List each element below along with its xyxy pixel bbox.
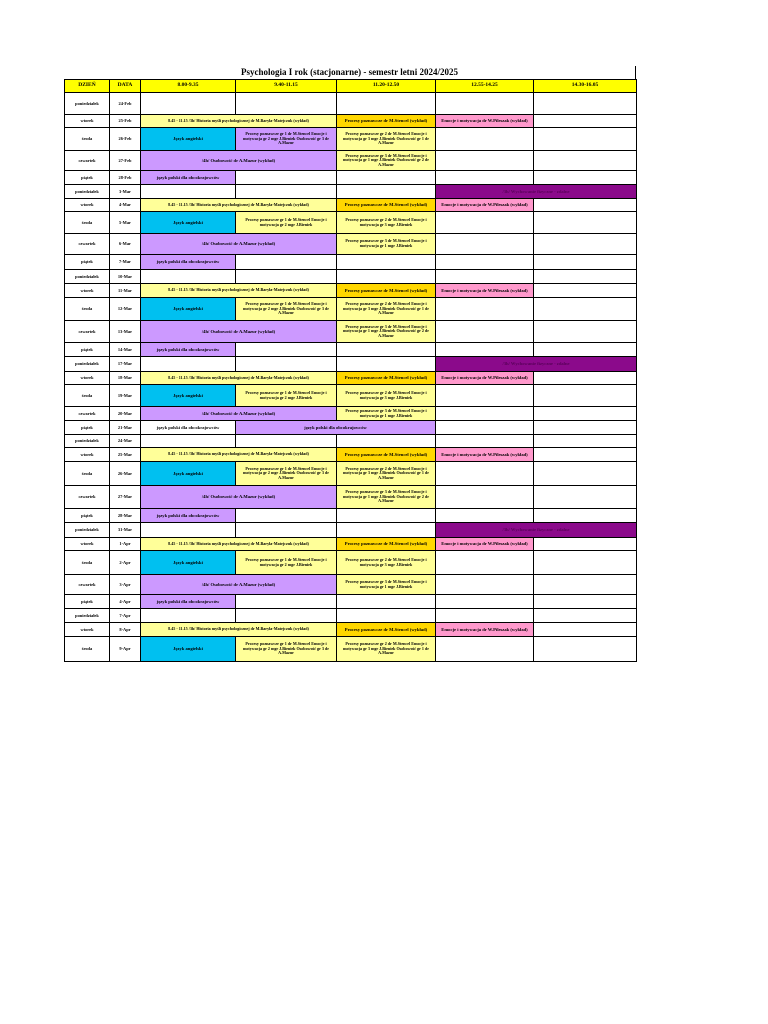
- date-cell: 4-Mar: [110, 199, 141, 212]
- table-row: [65, 284, 637, 298]
- class-cell: Emocje i motywacja dr W.Pileszak (wykład): [436, 623, 534, 637]
- class-cell: [534, 234, 637, 255]
- table-row: [65, 171, 637, 185]
- class-cell: [236, 609, 337, 623]
- class-cell: Procesy poznawcze dr M.Stencel (wykład): [337, 372, 436, 385]
- class-cell: Emocje i motywacja dr W.Pileszak (wykład): [436, 372, 534, 385]
- date-cell: 12-Mar: [110, 298, 141, 321]
- class-cell: [436, 128, 534, 151]
- table-row: [65, 357, 637, 372]
- class-cell: Emocje i motywacja dr W.Pileszak (wykład): [436, 448, 534, 462]
- day-cell: czwartek: [65, 234, 110, 255]
- class-cell: Procesy poznawcze gr 2 dr M.Stencel Emocje i motywacja gr 3 mgr J.Bieniek: [337, 212, 436, 234]
- date-cell: 25-Feb: [110, 115, 141, 128]
- day-cell: piątek: [65, 255, 110, 270]
- class-cell: [436, 575, 534, 595]
- class-cell: Język angielski: [141, 385, 236, 407]
- day-cell: wtorek: [65, 372, 110, 385]
- date-cell: 3-Mar: [110, 185, 141, 199]
- class-cell: [141, 435, 236, 448]
- class-cell: [141, 93, 236, 115]
- class-cell: Emocje i motywacja dr W.Pileszak (wykład): [436, 284, 534, 298]
- class-cell: Procesy poznawcze dr M.Stencel (wykład): [337, 448, 436, 462]
- table-row: [65, 435, 637, 448]
- class-cell: [534, 151, 637, 171]
- header-slot-3: 11.20-12.50: [337, 80, 436, 93]
- class-cell: [436, 509, 534, 523]
- class-cell: Procesy poznawcze gr 3 dr M.Stencel Emocje i motywacja gr 1 mgr J.Bieniek: [337, 234, 436, 255]
- class-cell: [337, 609, 436, 623]
- class-cell: [436, 637, 534, 662]
- date-cell: 4-Apr: [110, 595, 141, 609]
- class-cell: /3h/ Wychowanie fizyczne - zdalne: [436, 357, 637, 372]
- class-cell: Procesy poznawcze gr 3 dr M.Stencel Emocje i motywacja gr 1 mgr J.Bieniek Osobowość gr 2 dr A.Mazur: [337, 151, 436, 171]
- class-cell: [436, 298, 534, 321]
- table-row: [65, 212, 637, 234]
- class-cell: [436, 151, 534, 171]
- class-cell: Procesy poznawcze gr 1 dr M.Stencel Emocje i motywacja gr 2 mgr J.Bieniek Osobowość gr 3 dr A.Mazur: [236, 637, 337, 662]
- table-row: [65, 185, 637, 199]
- class-cell: Procesy poznawcze gr 2 dr M.Stencel Emocje i motywacja gr 3 mgr J.Bieniek Osobowość gr 1 dr A.Mazur: [337, 128, 436, 151]
- class-cell: [337, 595, 436, 609]
- table-row: [65, 462, 637, 486]
- date-cell: 27-Feb: [110, 151, 141, 171]
- table-row: [65, 595, 637, 609]
- table-row: [65, 151, 637, 171]
- class-cell: [534, 595, 637, 609]
- day-cell: poniedziałek: [65, 357, 110, 372]
- day-cell: wtorek: [65, 623, 110, 637]
- day-cell: piątek: [65, 171, 110, 185]
- class-cell: [337, 357, 436, 372]
- class-cell: [534, 93, 637, 115]
- class-cell: [436, 255, 534, 270]
- table-row: [65, 199, 637, 212]
- date-cell: 26-Feb: [110, 128, 141, 151]
- class-cell: Procesy poznawcze gr 1 dr M.Stencel Emocje i motywacja gr 2 mgr J.Bieniek: [236, 551, 337, 575]
- table-row: [65, 385, 637, 407]
- class-cell: [236, 185, 337, 199]
- class-cell: [534, 270, 637, 284]
- table-row: [65, 609, 637, 623]
- class-cell: [141, 185, 236, 199]
- class-cell: [337, 343, 436, 357]
- day-cell: czwartek: [65, 486, 110, 509]
- header-slot-5: 14.30-16.05: [534, 80, 637, 93]
- class-cell: język polski dla obcokrajowców: [141, 171, 236, 185]
- table-row: [65, 538, 637, 551]
- date-cell: 3-Apr: [110, 575, 141, 595]
- class-cell: [337, 270, 436, 284]
- schedule-table: [64, 79, 637, 662]
- class-cell: [236, 357, 337, 372]
- date-cell: 8-Apr: [110, 623, 141, 637]
- table-row: [65, 270, 637, 284]
- class-cell: Procesy poznawcze dr M.Stencel (wykład): [337, 538, 436, 551]
- class-cell: Procesy poznawcze gr 3 dr M.Stencel Emocje i motywacja gr 1 mgr J.Bieniek: [337, 407, 436, 421]
- date-cell: 31-Mar: [110, 523, 141, 538]
- day-cell: wtorek: [65, 115, 110, 128]
- day-cell: czwartek: [65, 151, 110, 171]
- class-cell: [534, 538, 637, 551]
- class-cell: Procesy poznawcze dr M.Stencel (wykład): [337, 199, 436, 212]
- class-cell: Procesy poznawcze gr 1 dr M.Stencel Emocje i motywacja gr 2 mgr J.Bieniek Osobowość gr 3 dr A.Mazur: [236, 298, 337, 321]
- class-cell: [337, 435, 436, 448]
- timetable-sheet: [64, 66, 636, 662]
- class-cell: [236, 509, 337, 523]
- day-cell: poniedziałek: [65, 93, 110, 115]
- class-cell: język polski dla obcokrajowców: [236, 421, 436, 435]
- class-cell: Język angielski: [141, 462, 236, 486]
- day-cell: poniedziałek: [65, 435, 110, 448]
- class-cell: [436, 486, 534, 509]
- day-cell: poniedziałek: [65, 270, 110, 284]
- header-slot-2: 9.40-11.15: [236, 80, 337, 93]
- date-cell: 13-Mar: [110, 321, 141, 343]
- table-row: [65, 509, 637, 523]
- class-cell: [337, 185, 436, 199]
- class-cell: [436, 435, 534, 448]
- class-cell: 8.45 - 11.15 /3h/ Historia myśli psychologicznej dr M.Baryła-Matejczuk (wykład): [141, 623, 337, 637]
- class-cell: [534, 448, 637, 462]
- class-cell: 8.45 - 11.15 /3h/ Historia myśli psychologicznej dr M.Baryła-Matejczuk (wykład): [141, 199, 337, 212]
- day-cell: piątek: [65, 421, 110, 435]
- class-cell: Procesy poznawcze gr 2 dr M.Stencel Emocje i motywacja gr 3 mgr J.Bieniek Osobowość gr 1 dr A.Mazur: [337, 462, 436, 486]
- class-cell: Procesy poznawcze gr 2 dr M.Stencel Emocje i motywacja gr 3 mgr J.Bieniek: [337, 551, 436, 575]
- class-cell: [141, 609, 236, 623]
- day-cell: środa: [65, 385, 110, 407]
- class-cell: [534, 407, 637, 421]
- class-cell: [534, 462, 637, 486]
- class-cell: Procesy poznawcze gr 2 dr M.Stencel Emocje i motywacja gr 3 mgr J.Bieniek Osobowość gr 1 dr A.Mazur: [337, 637, 436, 662]
- table-row: [65, 486, 637, 509]
- table-row: [65, 407, 637, 421]
- class-cell: Język angielski: [141, 551, 236, 575]
- day-cell: poniedziałek: [65, 609, 110, 623]
- class-cell: Język angielski: [141, 128, 236, 151]
- table-row: [65, 623, 637, 637]
- class-cell: [141, 523, 236, 538]
- class-cell: [236, 435, 337, 448]
- class-cell: [436, 385, 534, 407]
- class-cell: [534, 623, 637, 637]
- class-cell: [534, 212, 637, 234]
- header-slot-1: 8.00-9.35: [141, 80, 236, 93]
- table-row: [65, 551, 637, 575]
- class-cell: [236, 255, 337, 270]
- class-cell: Procesy poznawcze gr 1 dr M.Stencel Emocje i motywacja gr 2 mgr J.Bieniek Osobowość gr 3 dr A.Mazur: [236, 462, 337, 486]
- day-cell: poniedziałek: [65, 185, 110, 199]
- date-cell: 7-Mar: [110, 255, 141, 270]
- table-row: [65, 637, 637, 662]
- day-cell: środa: [65, 551, 110, 575]
- day-cell: środa: [65, 298, 110, 321]
- class-cell: [534, 385, 637, 407]
- header-slot-4: 12.55-14.25: [436, 80, 534, 93]
- class-cell: [141, 270, 236, 284]
- date-cell: 26-Mar: [110, 462, 141, 486]
- table-row: [65, 523, 637, 538]
- class-cell: [534, 298, 637, 321]
- class-cell: Procesy poznawcze gr 1 dr M.Stencel Emocje i motywacja gr 2 mgr J.Bieniek: [236, 212, 337, 234]
- class-cell: [534, 421, 637, 435]
- class-cell: 8.45 - 11.15 /3h/ Historia myśli psychologicznej dr M.Baryła-Matejczuk (wykład): [141, 448, 337, 462]
- class-cell: [436, 421, 534, 435]
- class-cell: Procesy poznawcze dr M.Stencel (wykład): [337, 115, 436, 128]
- header-date: DATA: [110, 80, 141, 93]
- table-row: [65, 448, 637, 462]
- page-title: Psychologia I rok (stacjonarne) - semestr letni 2024/2025: [64, 66, 636, 79]
- class-cell: język polski dla obcokrajowców: [141, 343, 236, 357]
- class-cell: Procesy poznawcze gr 1 dr M.Stencel Emocje i motywacja gr 2 mgr J.Bieniek: [236, 385, 337, 407]
- class-cell: [436, 93, 534, 115]
- class-cell: Procesy poznawcze gr 3 dr M.Stencel Emocje i motywacja gr 1 mgr J.Bieniek: [337, 575, 436, 595]
- table-row: [65, 115, 637, 128]
- class-cell: [436, 270, 534, 284]
- class-cell: Język angielski: [141, 212, 236, 234]
- date-cell: 27-Mar: [110, 486, 141, 509]
- class-cell: [236, 523, 337, 538]
- class-cell: [337, 523, 436, 538]
- class-cell: /4h/ Osobowość dr A.Mazur (wykład): [141, 234, 337, 255]
- class-cell: [534, 609, 637, 623]
- class-cell: [436, 321, 534, 343]
- class-cell: Język angielski: [141, 298, 236, 321]
- class-cell: [236, 595, 337, 609]
- day-cell: wtorek: [65, 199, 110, 212]
- date-cell: 18-Mar: [110, 372, 141, 385]
- class-cell: /4h/ Osobowość dr A.Mazur (wykład): [141, 575, 337, 595]
- class-cell: język polski dla obcokrajowców: [141, 421, 236, 435]
- class-cell: /4h/ Osobowość dr A.Mazur (wykład): [141, 321, 337, 343]
- day-cell: wtorek: [65, 538, 110, 551]
- class-cell: [236, 93, 337, 115]
- table-row: [65, 575, 637, 595]
- class-cell: [436, 343, 534, 357]
- table-row: [65, 321, 637, 343]
- class-cell: [436, 234, 534, 255]
- table-row: [65, 421, 637, 435]
- date-cell: 11-Mar: [110, 284, 141, 298]
- class-cell: /3h/ Wychowanie fizyczne - zdalne: [436, 185, 637, 199]
- class-cell: [534, 128, 637, 151]
- table-row: [65, 234, 637, 255]
- date-cell: 19-Mar: [110, 385, 141, 407]
- class-cell: Procesy poznawcze gr 2 dr M.Stencel Emocje i motywacja gr 3 mgr J.Bieniek Osobowość gr 1 dr A.Mazur: [337, 298, 436, 321]
- class-cell: [436, 171, 534, 185]
- date-cell: 5-Mar: [110, 212, 141, 234]
- class-cell: Emocje i motywacja dr W.Pileszak (wykład): [436, 115, 534, 128]
- class-cell: [534, 171, 637, 185]
- day-cell: wtorek: [65, 284, 110, 298]
- class-cell: /4h/ Osobowość dr A.Mazur (wykład): [141, 486, 337, 509]
- class-cell: Język angielski: [141, 637, 236, 662]
- class-cell: [436, 609, 534, 623]
- day-cell: piątek: [65, 509, 110, 523]
- schedule-rows: [65, 93, 637, 662]
- class-cell: [534, 343, 637, 357]
- class-cell: [236, 343, 337, 357]
- class-cell: /4h/ Osobowość dr A.Mazur (wykład): [141, 407, 337, 421]
- table-row: [65, 343, 637, 357]
- header-row: [65, 80, 637, 93]
- date-cell: 14-Mar: [110, 343, 141, 357]
- class-cell: [236, 171, 337, 185]
- class-cell: [534, 115, 637, 128]
- class-cell: [534, 372, 637, 385]
- date-cell: 28-Mar: [110, 509, 141, 523]
- class-cell: [534, 284, 637, 298]
- table-row: [65, 372, 637, 385]
- date-cell: 24-Feb: [110, 93, 141, 115]
- class-cell: [337, 509, 436, 523]
- class-cell: Procesy poznawcze gr 3 dr M.Stencel Emocje i motywacja gr 1 mgr J.Bieniek Osobowość gr 2 dr A.Mazur: [337, 321, 436, 343]
- class-cell: Procesy poznawcze gr 2 dr M.Stencel Emocje i motywacja gr 3 mgr J.Bieniek: [337, 385, 436, 407]
- class-cell: język polski dla obcokrajowców: [141, 255, 236, 270]
- class-cell: [534, 255, 637, 270]
- class-cell: [534, 486, 637, 509]
- date-cell: 10-Mar: [110, 270, 141, 284]
- class-cell: Procesy poznawcze dr M.Stencel (wykład): [337, 284, 436, 298]
- class-cell: /4h/ Osobowość dr A.Mazur (wykład): [141, 151, 337, 171]
- class-cell: [236, 270, 337, 284]
- day-cell: środa: [65, 212, 110, 234]
- class-cell: [436, 595, 534, 609]
- day-cell: czwartek: [65, 575, 110, 595]
- date-cell: 21-Mar: [110, 421, 141, 435]
- class-cell: Procesy poznawcze dr M.Stencel (wykład): [337, 623, 436, 637]
- class-cell: [534, 321, 637, 343]
- header-day: DZIEŃ: [65, 80, 110, 93]
- class-cell: 8.45 - 11.15 /3h/ Historia myśli psychologicznej dr M.Baryła-Matejczuk (wykład): [141, 538, 337, 551]
- date-cell: 7-Apr: [110, 609, 141, 623]
- class-cell: [534, 575, 637, 595]
- class-cell: [534, 435, 637, 448]
- class-cell: Procesy poznawcze gr 3 dr M.Stencel Emocje i motywacja gr 1 mgr J.Bieniek Osobowość gr 2 dr A.Mazur: [337, 486, 436, 509]
- day-cell: piątek: [65, 343, 110, 357]
- class-cell: język polski dla obcokrajowców: [141, 595, 236, 609]
- date-cell: 1-Apr: [110, 538, 141, 551]
- class-cell: [337, 171, 436, 185]
- class-cell: [436, 551, 534, 575]
- class-cell: [436, 407, 534, 421]
- class-cell: Emocje i motywacja dr W.Pileszak (wykład): [436, 199, 534, 212]
- day-cell: czwartek: [65, 321, 110, 343]
- class-cell: [337, 255, 436, 270]
- class-cell: [534, 637, 637, 662]
- class-cell: [534, 551, 637, 575]
- date-cell: 17-Mar: [110, 357, 141, 372]
- date-cell: 20-Mar: [110, 407, 141, 421]
- class-cell: język polski dla obcokrajowców: [141, 509, 236, 523]
- class-cell: 8.45 - 11.15 /3h/ Historia myśli psychologicznej dr M.Baryła-Matejczuk (wykład): [141, 372, 337, 385]
- class-cell: [534, 199, 637, 212]
- date-cell: 25-Mar: [110, 448, 141, 462]
- table-row: [65, 128, 637, 151]
- day-cell: środa: [65, 462, 110, 486]
- day-cell: czwartek: [65, 407, 110, 421]
- class-cell: Emocje i motywacja dr W.Pileszak (wykład): [436, 538, 534, 551]
- date-cell: 6-Mar: [110, 234, 141, 255]
- class-cell: [436, 462, 534, 486]
- class-cell: 8.45 - 11.15 /3h/ Historia myśli psychologicznej dr M.Baryła-Matejczuk (wykład): [141, 115, 337, 128]
- day-cell: poniedziałek: [65, 523, 110, 538]
- date-cell: 24-Mar: [110, 435, 141, 448]
- day-cell: piątek: [65, 595, 110, 609]
- class-cell: 8.45 - 11.15 /3h/ Historia myśli psychologicznej dr M.Baryła-Matejczuk (wykład): [141, 284, 337, 298]
- class-cell: Procesy poznawcze gr 1 dr M.Stencel Emocje i motywacja gr 2 mgr J.Bieniek Osobowość gr 3 dr A.Mazur: [236, 128, 337, 151]
- class-cell: [141, 357, 236, 372]
- class-cell: [337, 93, 436, 115]
- class-cell: [436, 212, 534, 234]
- date-cell: 28-Feb: [110, 171, 141, 185]
- date-cell: 2-Apr: [110, 551, 141, 575]
- class-cell: [534, 509, 637, 523]
- date-cell: 9-Apr: [110, 637, 141, 662]
- day-cell: wtorek: [65, 448, 110, 462]
- table-row: [65, 255, 637, 270]
- class-cell: /3h/ Wychowanie fizyczne - zdalne: [436, 523, 637, 538]
- table-row: [65, 93, 637, 115]
- day-cell: środa: [65, 128, 110, 151]
- day-cell: środa: [65, 637, 110, 662]
- table-row: [65, 298, 637, 321]
